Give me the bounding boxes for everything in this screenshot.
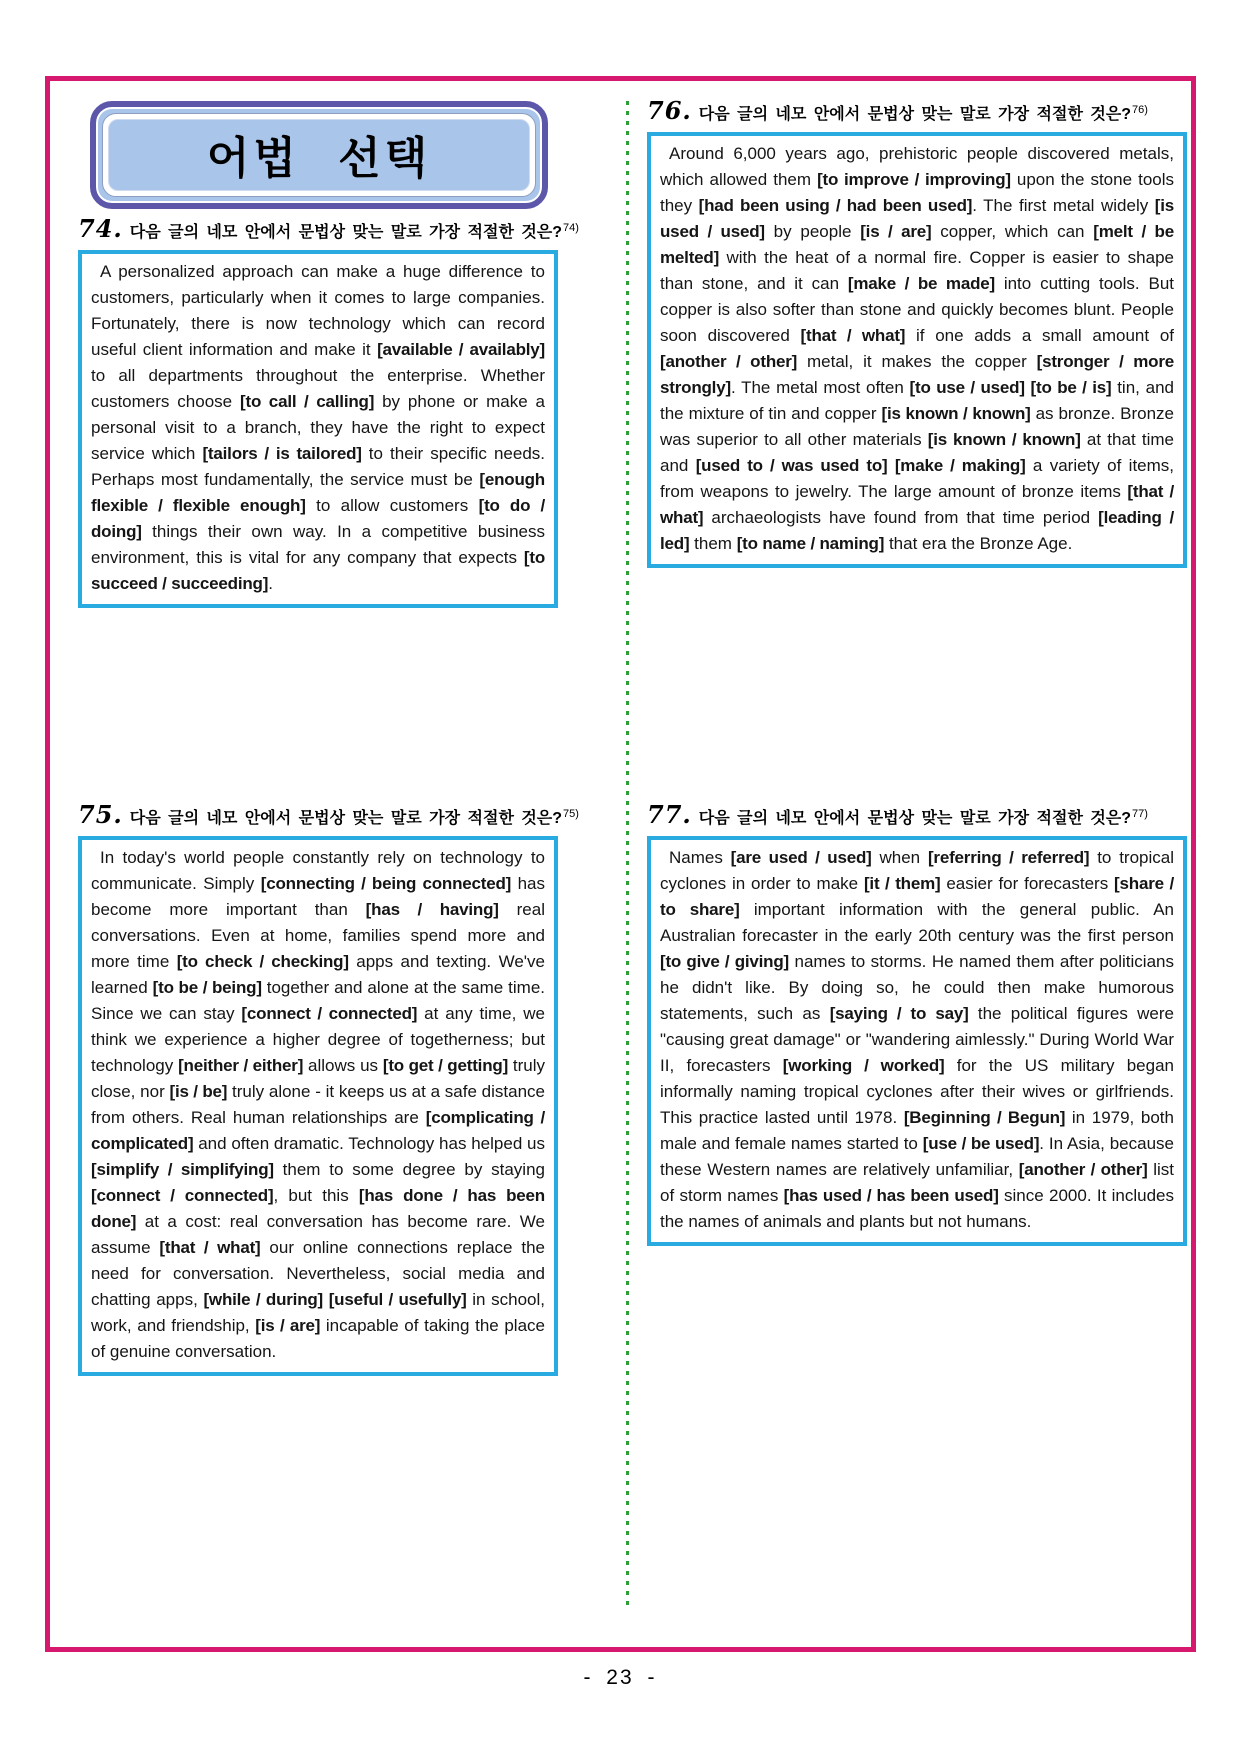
section-banner [90, 101, 548, 209]
question-77 [647, 800, 1187, 1246]
question-76 [647, 96, 1187, 568]
column-separator [626, 101, 629, 1607]
question-76-ref: 76) [1132, 103, 1148, 116]
question-77-ref: 77) [1132, 807, 1148, 820]
question-74-ref: 74) [563, 221, 579, 234]
question-74-prompt: 다음 글의 네모 안에서 문법상 맞는 말로 가장 적절한 것은? [129, 224, 563, 241]
question-75-number: 75. [78, 800, 123, 829]
question-74-passage: A personalized approach can make a huge difference to customers, particularly when it comes to large companies. Fortunately, there is now technology which can record useful client information and make it [available / availably] to all departments throughout the enterprise. Whether customers choose [to call / calling] by phone or make a personal visit to a branch, they have the right to expect service which [tailors / is tailored] to their specific needs. Perhaps most fundamentally, the service must be [enough flexible / flexible enough] to allow customers [to do / doing] things their own way. In a competitive business environment, this is vital for any company that expects [to succeed / succeeding]. [78, 250, 558, 608]
question-77-passage: Names [are used / used] when [referring / referred] to tropical cyclones in order to make [it / them] easier for forecasters [share / to share] important information with the general public. An Australian forecaster in the early 20th century was the first person [to give / giving] names to storms. He named them after politicians he didn't like. By doing so, he could then make humorous statements, such as [saying / to say] the political figures were "causing great damage" or "wandering aimlessly." During World War II, forecasters [working / worked] for the US military began informally naming tropical cyclones after their wives or girlfriends. This practice lasted until 1978. [Beginning / Begun] in 1979, both male and female names started to [use / be used]. In Asia, because these Western names are relatively unfamiliar, [another / other] list of storm names [has used / has been used] since 2000. It includes the names of animals and plants but not humans. [647, 836, 1187, 1246]
question-75-header [78, 800, 579, 829]
question-74 [78, 214, 579, 608]
question-75-passage: In today's world people constantly rely on technology to communicate. Simply [connecting / being connected] has become more important than [has / having] real conversations. Even at home, families spend more and more time [to check / checking] apps and texting. We've learned [to be / being] together and alone at the same time. Since we can stay [connect / connected] at any time, we think we experience a higher degree of togetherness; but technology [neither / either] allows us [to get / getting] truly close, nor [is / be] truly alone - it keeps us at a safe distance from others. Real human relationships are [complicating / complicated] and often dramatic. Technology has helped us [simplify / simplifying] them to some degree by staying [connect / connected], but this [has done / has been done] at a cost: real conversation has become rare. We assume [that / what] our online connections replace the need for conversation. Nevertheless, social media and chatting apps, [while / during] [useful / usefully] in school, work, and friendship, [is / are] incapable of taking the place of genuine conversation. [78, 836, 558, 1376]
question-75-prompt: 다음 글의 네모 안에서 문법상 맞는 말로 가장 적절한 것은? [129, 810, 563, 827]
question-77-header [647, 800, 1187, 829]
section-banner-panel [108, 119, 530, 191]
question-75-ref: 75) [563, 807, 579, 820]
question-77-number: 77. [647, 800, 692, 829]
question-74-number: 74. [78, 214, 123, 243]
page-number: - 23 - [583, 1666, 657, 1689]
question-77-prompt: 다음 글의 네모 안에서 문법상 맞는 말로 가장 적절한 것은? [698, 810, 1132, 827]
question-74-header [78, 214, 579, 243]
question-76-passage: Around 6,000 years ago, prehistoric people discovered metals, which allowed them [to improve / improving] upon the stone tools they [had been using / had been used]. The first metal widely [is used / used] by people [is / are] copper, which can [melt / be melted] with the heat of a normal fire. Copper is easier to shape than stone, and it can [make / be made] into cutting tools. But copper is also softer than stone and quickly becomes blunt. People soon discovered [that / what] if one adds a small amount of [another / other] metal, it makes the copper [stronger / more strongly]. The metal most often [to use / used] [to be / is] tin, and the mixture of tin and copper [is known / known] as bronze. Bronze was superior to all other materials [is known / known] at that time and [used to / was used to] [make / making] a variety of items, from weapons to jewelry. The large amount of bronze items [that / what] archaeologists have found from that time period [leading / led] them [to name / naming] that era the Bronze Age. [647, 132, 1187, 568]
question-76-number: 76. [647, 96, 692, 125]
question-76-prompt: 다음 글의 네모 안에서 문법상 맞는 말로 가장 적절한 것은? [698, 106, 1132, 123]
section-banner-band [102, 113, 536, 197]
question-76-header [647, 96, 1187, 125]
question-75 [78, 800, 579, 1376]
page-frame [45, 76, 1196, 1652]
section-title: 어법 선택 [206, 134, 432, 183]
